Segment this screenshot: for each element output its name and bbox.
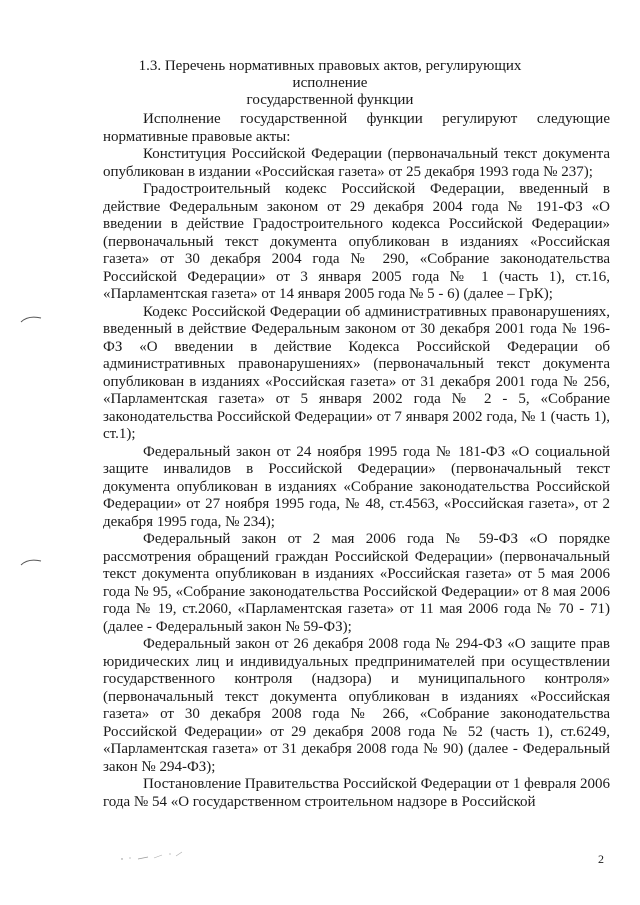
- section-heading-line-2: государственной функции: [246, 92, 414, 108]
- paragraph-law-59: Федеральный закон от 2 мая 2006 года № 59-ФЗ «О порядке рассмотрения обращений граждан Российской Федерации» (первоначальный текст документа опубликован в изданиях «Российская газета» от 5 мая 2006 года № 95, «Собрание законодательства Российской Федерации» от 8 мая 2006 года № 19, ст.2060, «Парламентская газета» от 11 мая 2006 года № 70 - 71) (далее - Федеральный закон № 59-ФЗ);: [103, 531, 610, 635]
- margin-pencil-mark: [20, 557, 42, 567]
- paragraph-law-181: Федеральный закон от 24 ноября 1995 года № 181-ФЗ «О социальной защите инвалидов в Российской Федерации» (первоначальный текст документа опубликован в изданиях «Собрание законодательства Российской Федерации» от 27 ноября 1995 года, № 48, ст.4563, «Российская газета», от 2 декабря 1995 года, № 234);: [103, 443, 610, 530]
- paragraph-constitution: Конституция Российской Федерации (первоначальный текст документа опубликован в издании «Российская газета» от 25 декабря 1993 года № 237);: [103, 146, 610, 180]
- paragraph-intro: Исполнение государственной функции регулируют следующие нормативные правовые акты:: [103, 111, 610, 145]
- section-heading-line-1: 1.3. Перечень нормативных правовых актов, регулирующих исполнение: [138, 58, 522, 91]
- paragraph-urban-planning-code: Градостроительный кодекс Российской Федерации, введенный в действие Федеральным законом от 29 декабря 2004 года № 191-ФЗ «О введении в действие Градостроительного кодекса Российской Федерации» (первоначальный текст документа опубликован в изданиях «Российская газета» от 30 декабря 2004 года № 290, «Собрание законодательства Российской Федерации» от 3 января 2005 года № 1 (часть 1), ст.16, «Парламентская газета» от 14 января 2005 года № 5 - 6) (далее – ГрК);: [103, 181, 610, 302]
- paragraph-resolution-54: Постановление Правительства Российской Федерации от 1 февраля 2006 года № 54 «О государственном строительном надзоре в Российской: [103, 776, 610, 810]
- section-heading: [100, 58, 560, 109]
- paragraph-administrative-code: Кодекс Российской Федерации об административных правонарушениях, введенный в действие Федеральным законом от 30 декабря 2001 года № 196-ФЗ «О введении в действие Кодекса Российской Федерации об административных правонарушениях» (первоначальный текст документа опубликован в изданиях «Российская газета» от 31 декабря 2001 года № 256, «Парламентская газета» от 5 января 2002 года № 2 - 5, «Собрание законодательства Российской Федерации» от 7 января 2002 года, № 1 (часть 1), ст.1);: [103, 303, 610, 442]
- page-number: 2: [598, 852, 604, 866]
- paragraph-law-294: Федеральный закон от 26 декабря 2008 года № 294-ФЗ «О защите прав юридических лиц и индивидуальных предпринимателей при осуществлении государственного контроля (надзора) и муниципального контроля» (первоначальный текст документа опубликован в изданиях «Российская газета» от 30 декабря 2008 года № 266, «Собрание законодательства Российской Федерации» от 29 декабря 2008 года № 52 (часть 1), ст.6249, «Парламентская газета» от 31 декабря 2008 года № 90) (далее - Федеральный закон № 294-ФЗ);: [103, 636, 610, 775]
- document-body: [103, 111, 610, 811]
- scan-artifact: [118, 849, 188, 861]
- margin-pencil-mark: [20, 314, 42, 324]
